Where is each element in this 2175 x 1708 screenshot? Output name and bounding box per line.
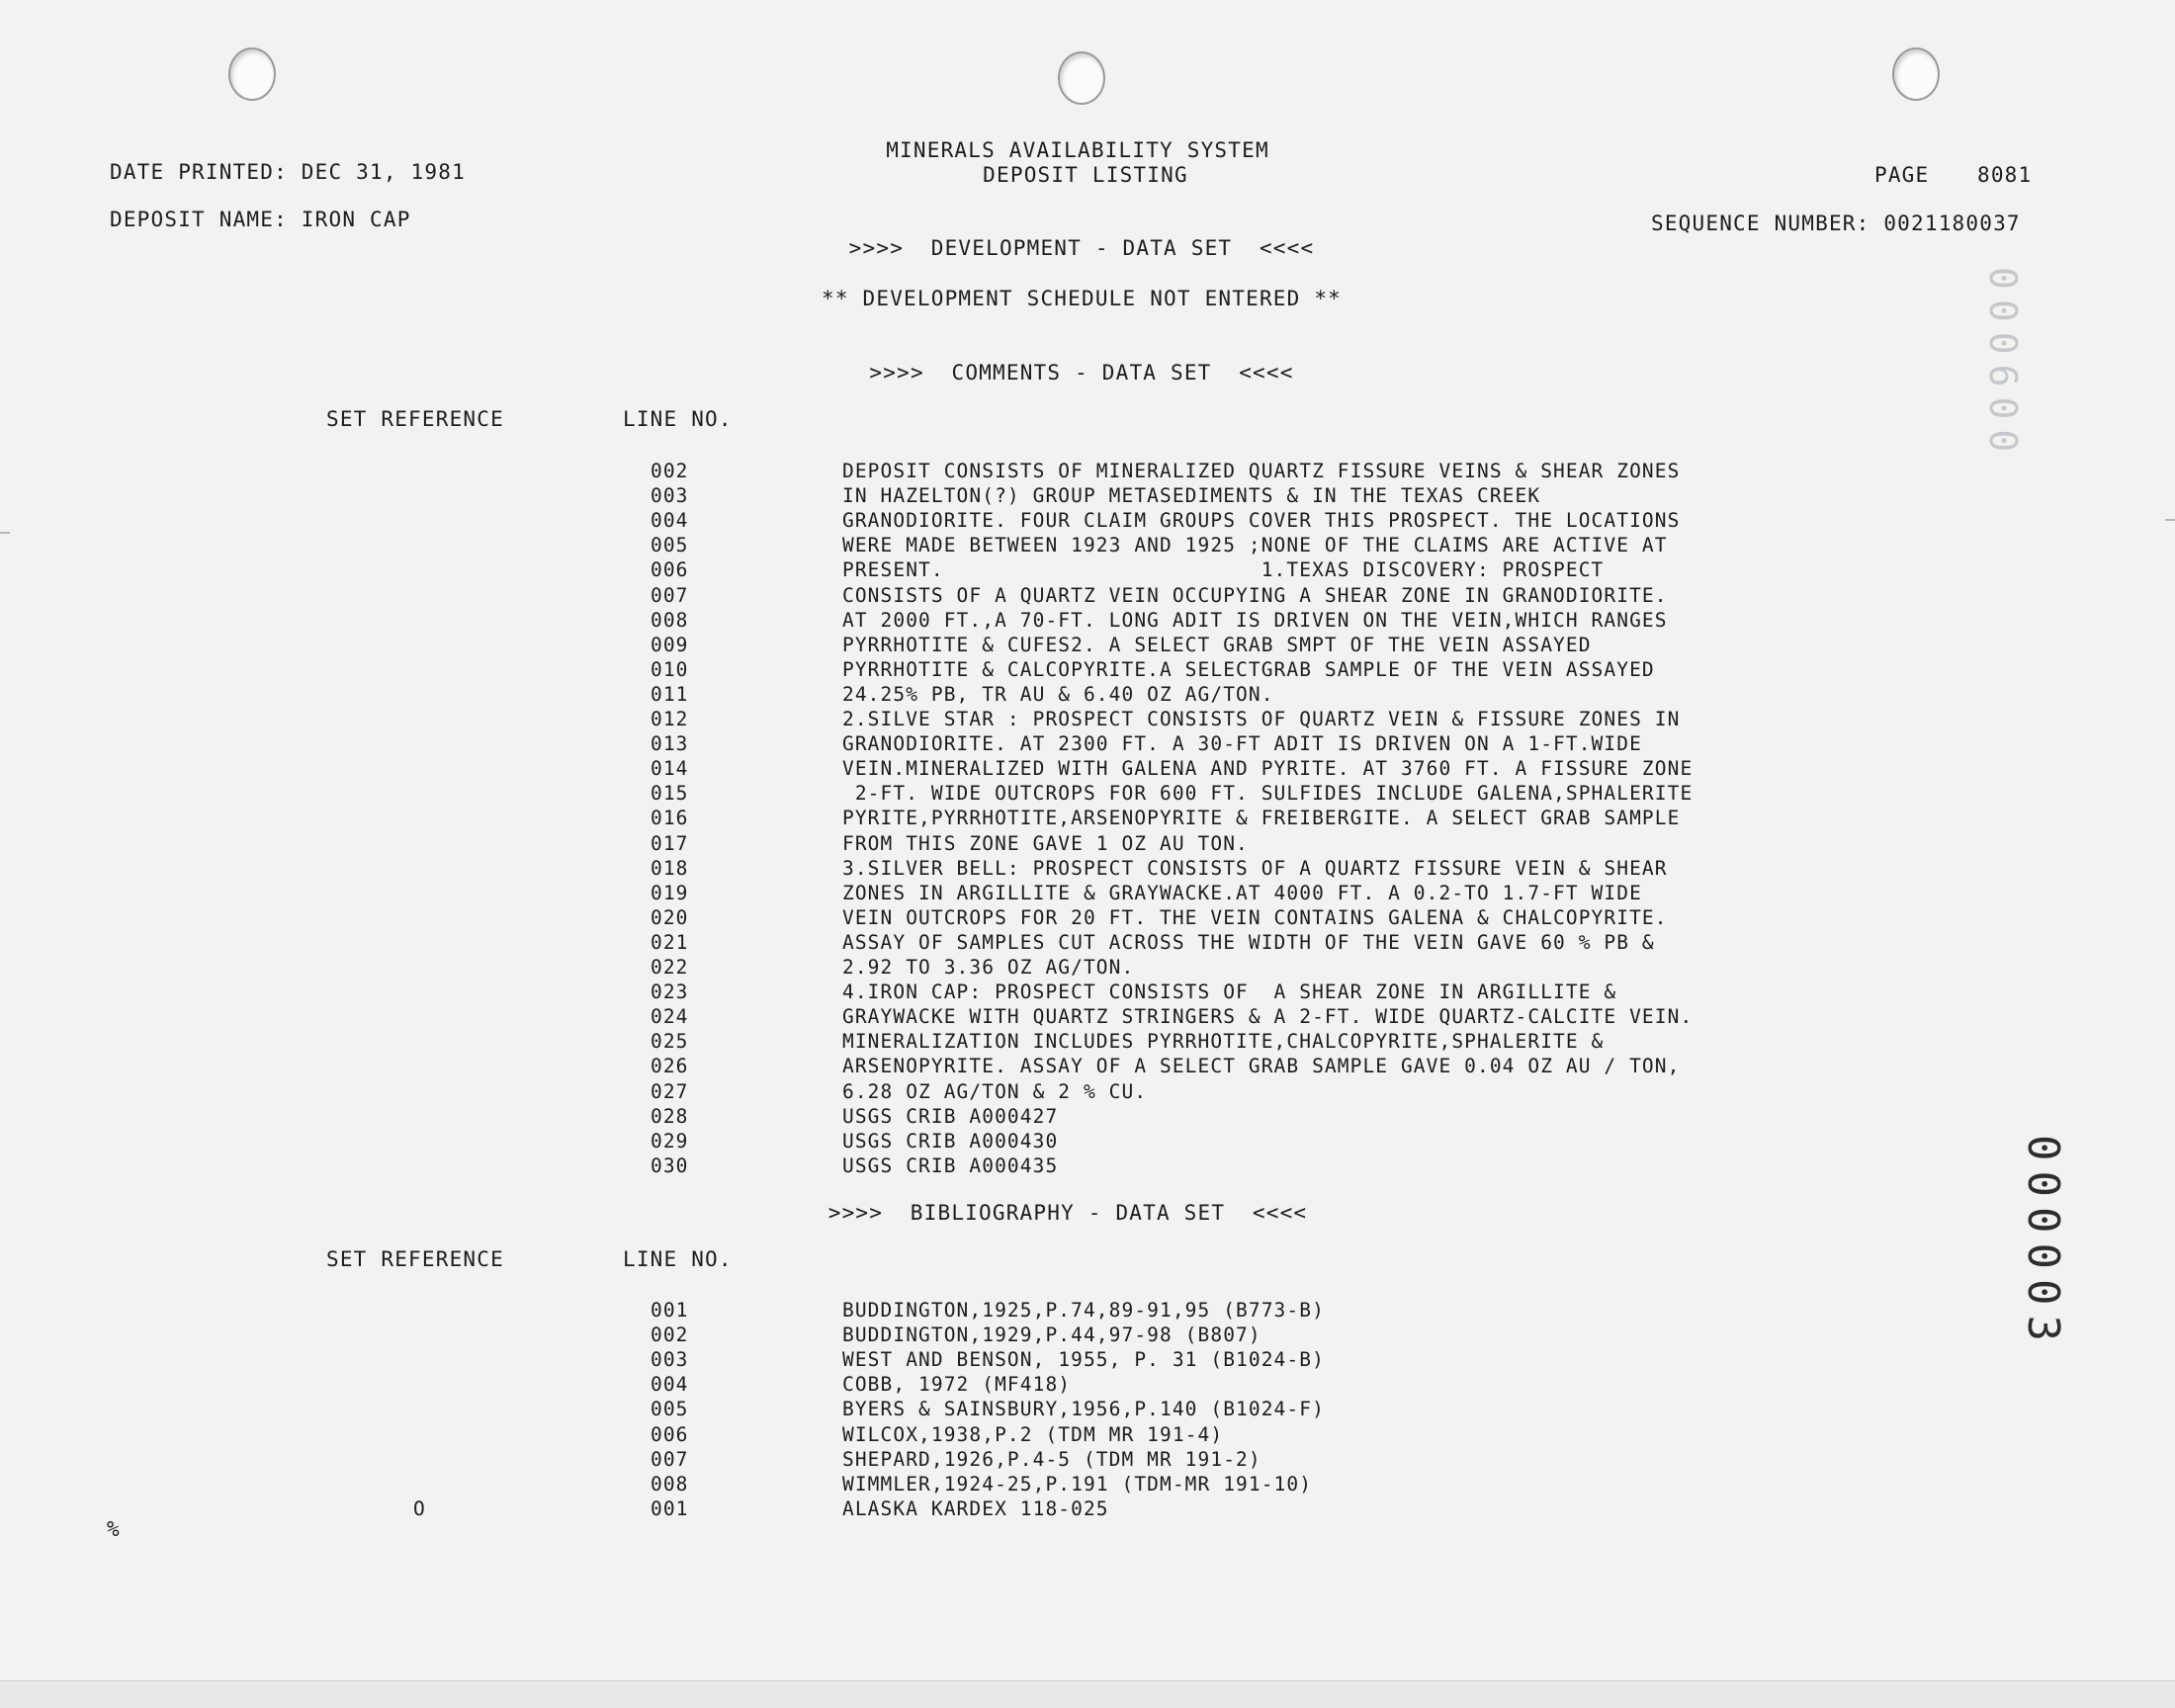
- comment-row-line-no: 014: [651, 757, 689, 781]
- bibliography-row-text: SHEPARD,1926,P.4-5 (TDM MR 191-2): [842, 1447, 1262, 1471]
- comment-row-line-no: 025: [651, 1030, 689, 1054]
- comment-row-line-no: 022: [651, 956, 689, 979]
- comment-row-text: ZONES IN ARGILLITE & GRAYWACKE.AT 4000 FT. A 0.2-TO 1.7-FT WIDE: [842, 881, 1642, 904]
- comment-row-text: AT 2000 FT.,A 70-FT. LONG ADIT IS DRIVEN ON THE VEIN,WHICH RANGES: [842, 608, 1668, 632]
- margin-ghost-stamp: 000600: [1981, 267, 2025, 463]
- comment-row-line-no: 018: [651, 856, 689, 880]
- comment-row-text: ARSENOPYRITE. ASSAY OF A SELECT GRAB SAMPLE GAVE 0.04 OZ AU / TON,: [842, 1055, 1681, 1078]
- comment-row-line-no: 005: [651, 534, 689, 557]
- comment-row-line-no: 026: [651, 1055, 689, 1078]
- date-printed: DATE PRINTED: DEC 31, 1981: [110, 160, 466, 184]
- system-title: MINERALS AVAILABILITY SYSTEM: [886, 138, 1269, 162]
- comment-row-line-no: 028: [651, 1104, 689, 1128]
- bibliography-row-line-no: 001: [651, 1299, 689, 1322]
- bibliography-row-text: WILCOX,1938,P.2 (TDM MR 191-4): [842, 1422, 1224, 1446]
- comment-row-line-no: 002: [651, 460, 689, 482]
- comment-row-line-no: 017: [651, 831, 689, 855]
- punch-hole-center: [1058, 51, 1105, 105]
- comment-row-text: VEIN OUTCROPS FOR 20 FT. THE VEIN CONTAINS GALENA & CHALCOPYRITE.: [842, 905, 1668, 929]
- comment-row-text: USGS CRIB A000435: [842, 1153, 1059, 1177]
- comment-row-line-no: 003: [651, 484, 689, 508]
- bibliography-row-line-no: 006: [651, 1422, 689, 1446]
- comment-row-line-no: 010: [651, 657, 689, 681]
- comment-row-text: ASSAY OF SAMPLES CUT ACROSS THE WIDTH OF THE VEIN GAVE 60 % PB &: [842, 930, 1655, 954]
- comment-row-line-no: 021: [651, 930, 689, 954]
- comment-row-line-no: 004: [651, 509, 689, 533]
- sequence-number: SEQUENCE NUMBER: 0021180037: [1651, 212, 2021, 235]
- punch-hole-right: [1892, 47, 1940, 101]
- fold-line: [2165, 519, 2175, 521]
- comment-row-text: GRANODIORITE. AT 2300 FT. A 30-FT ADIT IS DRIVEN ON A 1-FT.WIDE: [842, 732, 1642, 756]
- page-number: 8081: [1977, 163, 2033, 187]
- bibliography-row-line-no: 008: [651, 1472, 689, 1495]
- comment-row-text: PRESENT. 1.TEXAS DISCOVERY: PROSPECT: [842, 558, 1605, 582]
- comment-row-text: FROM THIS ZONE GAVE 1 OZ AU TON.: [842, 831, 1249, 855]
- bibliography-row-text: BUDDINGTON,1929,P.44,97-98 (B807): [842, 1324, 1262, 1347]
- comments-col-set-reference: SET REFERENCE: [326, 407, 504, 431]
- comment-row-text: PYRITE,PYRRHOTITE,ARSENOPYRITE & FREIBERGITE. A SELECT GRAB SAMPLE: [842, 807, 1681, 830]
- listing-title: DEPOSIT LISTING: [983, 163, 1188, 187]
- comment-row-text: IN HAZELTON(?) GROUP METASEDIMENTS & IN THE TEXAS CREEK: [842, 484, 1541, 508]
- bibliography-row-line-no: 004: [651, 1373, 689, 1397]
- comment-row-line-no: 029: [651, 1129, 689, 1153]
- comment-row-line-no: 027: [651, 1079, 689, 1103]
- comment-row-line-no: 008: [651, 608, 689, 632]
- comment-row-line-no: 019: [651, 881, 689, 904]
- punch-hole-left: [228, 47, 276, 101]
- comment-row-line-no: 007: [651, 583, 689, 607]
- comments-col-line-no: LINE NO.: [623, 407, 733, 431]
- bibliography-row-text: COBB, 1972 (MF418): [842, 1373, 1072, 1397]
- comment-row-text: GRANODIORITE. FOUR CLAIM GROUPS COVER THIS PROSPECT. THE LOCATIONS: [842, 509, 1681, 533]
- bibliography-row-line-no: 007: [651, 1447, 689, 1471]
- footer-mark: %: [107, 1517, 121, 1541]
- bibliography-row-line-no: 005: [651, 1398, 689, 1421]
- comment-row-line-no: 024: [651, 1005, 689, 1029]
- comment-row-line-no: 006: [651, 558, 689, 582]
- comment-row-text: MINERALIZATION INCLUDES PYRRHOTITE,CHALCOPYRITE,SPHALERITE &: [842, 1030, 1605, 1054]
- bibliography-row-line-no: 003: [651, 1348, 689, 1372]
- bibliography-heading: >>>> BIBLIOGRAPHY - DATA SET <<<<: [827, 1201, 1308, 1225]
- comment-row-text: 24.25% PB, TR AU & 6.40 OZ AG/TON.: [842, 682, 1274, 706]
- comment-row-text: GRAYWACKE WITH QUARTZ STRINGERS & A 2-FT. WIDE QUARTZ-CALCITE VEIN.: [842, 1005, 1694, 1029]
- margin-stamp: 000003: [2018, 1135, 2068, 1351]
- comment-row-text: WERE MADE BETWEEN 1923 AND 1925 ;NONE OF THE CLAIMS ARE ACTIVE AT: [842, 534, 1668, 557]
- comment-row-line-no: 030: [651, 1153, 689, 1177]
- bibliography-row-text: WIMMLER,1924-25,P.191 (TDM-MR 191-10): [842, 1472, 1313, 1495]
- page-label: PAGE: [1874, 163, 1930, 187]
- comment-row-text: VEIN.MINERALIZED WITH GALENA AND PYRITE. AT 3760 FT. A FISSURE ZONE: [842, 757, 1694, 781]
- bibliography-col-line-no: LINE NO.: [623, 1247, 733, 1271]
- development-heading: >>>> DEVELOPMENT - DATA SET <<<<: [848, 236, 1315, 260]
- comment-row-line-no: 011: [651, 682, 689, 706]
- comment-row-line-no: 020: [651, 905, 689, 929]
- comment-row-line-no: 016: [651, 807, 689, 830]
- deposit-name: DEPOSIT NAME: IRON CAP: [110, 208, 411, 231]
- comment-row-text: USGS CRIB A000427: [842, 1104, 1059, 1128]
- comment-row-text: CONSISTS OF A QUARTZ VEIN OCCUPYING A SHEAR ZONE IN GRANODIORITE.: [842, 583, 1668, 607]
- bibliography-col-set-reference: SET REFERENCE: [326, 1247, 504, 1271]
- bibliography-row-text: WEST AND BENSON, 1955, P. 31 (B1024-B): [842, 1348, 1325, 1372]
- comment-row-text: 3.SILVER BELL: PROSPECT CONSISTS OF A QUARTZ FISSURE VEIN & SHEAR: [842, 856, 1668, 880]
- fold-line: [0, 532, 10, 534]
- comment-row-line-no: 015: [651, 782, 689, 806]
- bibliography-row-text: BUDDINGTON,1925,P.74,89-91,95 (B773-B): [842, 1299, 1325, 1322]
- comment-row-line-no: 013: [651, 732, 689, 756]
- bibliography-row-text: BYERS & SAINSBURY,1956,P.140 (B1024-F): [842, 1398, 1325, 1421]
- development-note: ** DEVELOPMENT SCHEDULE NOT ENTERED **: [821, 287, 1343, 310]
- comment-row-text: 2.92 TO 3.36 OZ AG/TON.: [842, 956, 1135, 979]
- comment-row-text: 2-FT. WIDE OUTCROPS FOR 600 FT. SULFIDES INCLUDE GALENA,SPHALERITE: [842, 782, 1694, 806]
- comment-row-text: DEPOSIT CONSISTS OF MINERALIZED QUARTZ FISSURE VEINS & SHEAR ZONES: [842, 460, 1681, 482]
- comment-row-text: 6.28 OZ AG/TON & 2 % CU.: [842, 1079, 1148, 1103]
- comment-row-line-no: 009: [651, 633, 689, 656]
- comment-row-line-no: 012: [651, 708, 689, 730]
- comment-row-text: 4.IRON CAP: PROSPECT CONSISTS OF A SHEAR ZONE IN ARGILLITE &: [842, 981, 1617, 1004]
- comment-row-text: USGS CRIB A000430: [842, 1129, 1059, 1153]
- comment-row-text: PYRRHOTITE & CUFES2. A SELECT GRAB SMPT OF THE VEIN ASSAYED: [842, 633, 1592, 656]
- comment-row-line-no: 023: [651, 981, 689, 1004]
- bibliography-row-set-reference: O: [413, 1496, 426, 1520]
- bibliography-row-text: ALASKA KARDEX 118-025: [842, 1496, 1109, 1520]
- comment-row-text: PYRRHOTITE & CALCOPYRITE.A SELECTGRAB SAMPLE OF THE VEIN ASSAYED: [842, 657, 1655, 681]
- bibliography-row-line-no: 001: [651, 1496, 689, 1520]
- comments-heading: >>>> COMMENTS - DATA SET <<<<: [869, 361, 1294, 384]
- bibliography-row-line-no: 002: [651, 1324, 689, 1347]
- comment-row-text: 2.SILVE STAR : PROSPECT CONSISTS OF QUARTZ VEIN & FISSURE ZONES IN: [842, 708, 1681, 730]
